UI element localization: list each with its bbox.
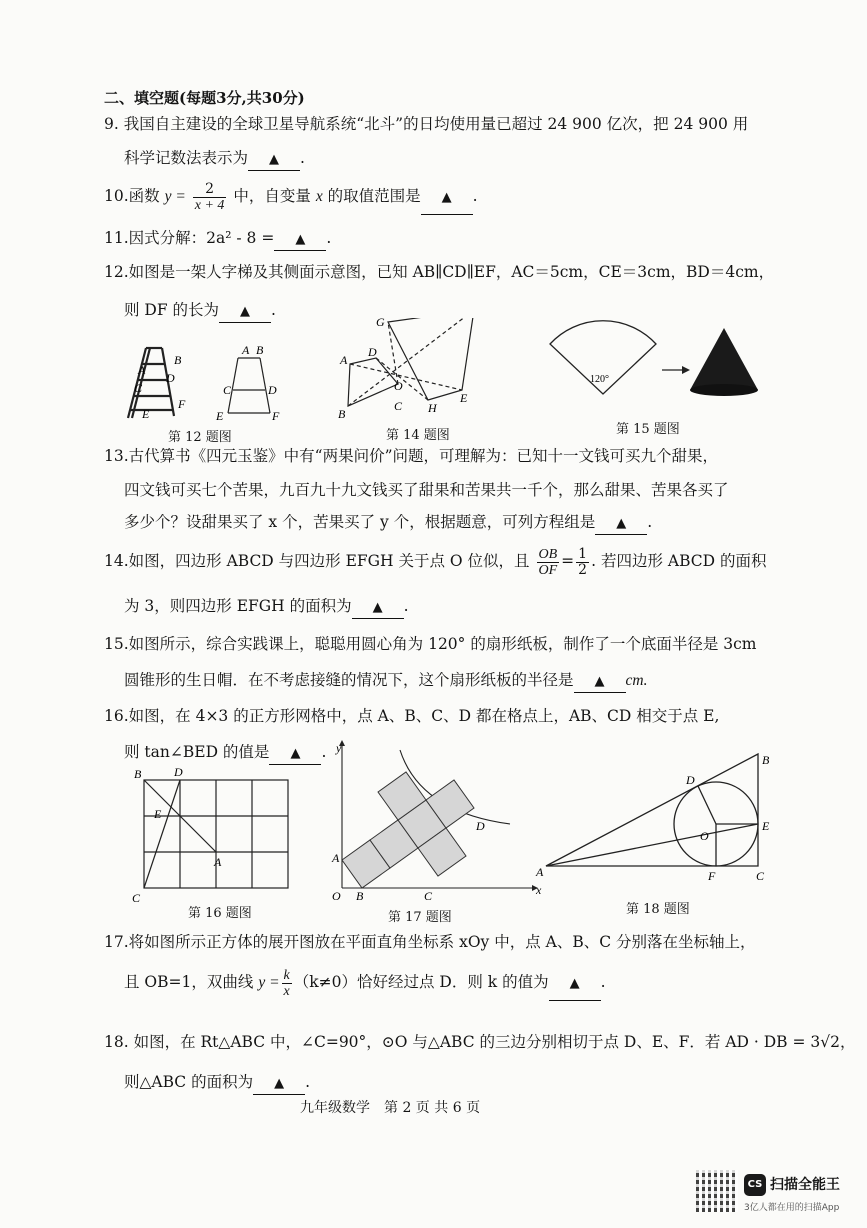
- blank-marker: ▲: [240, 304, 251, 319]
- fig16-label-E: E: [154, 807, 162, 821]
- question-13-line3: [124, 512, 652, 535]
- equals-sign: =: [561, 552, 575, 570]
- page-footer: 九年级数学 第 2 页 共 6 页: [300, 1100, 481, 1116]
- blank-marker: ▲: [594, 674, 605, 689]
- function-lhs: y =: [164, 188, 186, 205]
- period: .: [300, 149, 305, 167]
- question-13-line1: 13.古代算书《四元玉鉴》中有“两果问价”问题，可理解为：已知十一文钱可买九个甜果，: [104, 447, 719, 465]
- fig18-label-O: O: [700, 829, 709, 843]
- fig16-label-B: B: [134, 767, 142, 781]
- incircle-triangle-diagram: [546, 754, 758, 866]
- period: .: [472, 187, 478, 205]
- question-17-line1: 17.将如图所示正方体的展开图放在平面直角坐标系 xOy 中，点 A、B、C 分别落在坐标轴上，: [104, 933, 756, 951]
- question-14-text: 为 3，则四边形 EFGH 的面积为: [124, 597, 352, 615]
- fig18-label-C: C: [756, 869, 765, 883]
- figures-row-2: [120, 740, 800, 904]
- answer-blank-10: [421, 180, 473, 215]
- caption-fig17: 第 17 题图: [388, 910, 452, 925]
- hyperbola-lhs: y =: [258, 974, 280, 991]
- fraction-denominator: OF: [538, 562, 558, 578]
- question-9-line1: 9. 我国自主建设的全球卫星导航系统“北斗”的日均使用量已超过 24 900 亿次，把 24 900 用: [104, 115, 749, 133]
- question-10-suffix2: 的取值范围是: [327, 187, 421, 205]
- fig17-label-O: O: [332, 889, 341, 903]
- variable-x: x: [315, 188, 323, 205]
- fig14-label-O: O: [394, 379, 403, 393]
- fraction-numerator: OB: [538, 546, 558, 562]
- blank-marker: ▲: [569, 976, 580, 991]
- answer-blank-13: [595, 512, 647, 535]
- fraction-k-over-x: [282, 968, 292, 999]
- homothety-diagram: [348, 318, 474, 406]
- period: .: [271, 301, 276, 319]
- birthday-hat-icon: [690, 328, 758, 390]
- fig14-label-D: D: [368, 345, 377, 359]
- fig18-label-B: B: [762, 753, 770, 767]
- fraction-denominator: x + 4: [194, 197, 225, 213]
- period: .: [326, 229, 332, 247]
- question-14-line1: [104, 545, 766, 578]
- answer-blank-17: [549, 966, 601, 1001]
- blank-marker: ▲: [274, 1076, 285, 1091]
- fig12b-label-F: F: [272, 409, 280, 423]
- grid-4x3-diagram: [144, 780, 288, 888]
- unit-cm: cm.: [625, 672, 648, 689]
- question-9-text: 科学记数法表示为: [124, 149, 249, 167]
- question-14-line2: [124, 596, 409, 619]
- question-10-prefix: 10.函数: [104, 187, 160, 205]
- qr-code-icon: [696, 1170, 738, 1212]
- trapezoid-diagram: [228, 358, 270, 413]
- question-10-suffix: 中，自变量: [233, 187, 311, 205]
- fig14-label-H: H: [428, 401, 437, 415]
- caption-fig12: 第 12 题图: [168, 430, 232, 445]
- question-13-text: 多少个？设甜果买了 x 个，苦果买了 y 个，根据题意，可列方程组是: [124, 513, 596, 531]
- fig12b-label-C: C: [223, 383, 232, 397]
- question-10: [104, 180, 478, 215]
- caption-fig15: 第 15 题图: [616, 422, 680, 437]
- question-13-line2: 四文钱可买七个苦果，九百九十九文钱买了甜果和苦果共一千个，那么甜果、苦果各买了: [124, 481, 729, 499]
- fig14-label-E: E: [460, 391, 468, 405]
- period: .: [647, 513, 653, 531]
- fig12-label-F: F: [178, 397, 186, 411]
- scanner-tagline: 3亿人都在用的扫描App: [744, 1203, 840, 1213]
- fig14-label-B: B: [338, 407, 346, 421]
- camscanner-logo-icon: CS: [744, 1174, 766, 1196]
- cube-net-diagram: [339, 740, 538, 891]
- fig17-label-C: C: [424, 889, 433, 903]
- caption-fig14: 第 14 题图: [386, 428, 450, 443]
- figures-row-1: [110, 318, 810, 440]
- blank-marker: ▲: [441, 190, 452, 205]
- fig18-label-A: A: [536, 865, 544, 879]
- fig12-label-E: E: [142, 407, 150, 421]
- fraction-denominator: x: [283, 983, 290, 999]
- fig12-label-A: A: [138, 363, 146, 377]
- fig14-label-A: A: [340, 353, 348, 367]
- blank-marker: ▲: [269, 152, 280, 167]
- question-18-line1: 18. 如图，在 Rt△ABC 中，∠C=90°，⊙O 与△ABC 的三边分别相切于点 D、E、F．若 AD · DB = 3√2，: [104, 1033, 856, 1051]
- answer-blank-15: [574, 670, 626, 693]
- fraction-numerator: 2: [193, 182, 227, 198]
- fraction-one-half: [576, 547, 589, 578]
- question-14-prefix: 14.如图，四边形 ABCD 与四边形 EFGH 关于点 O 位似，且: [104, 552, 530, 570]
- period: .: [321, 743, 327, 761]
- question-14-suffix: . 若四边形 ABCD 的面积: [591, 552, 767, 570]
- question-12-text: 则 DF 的长为: [124, 301, 220, 319]
- scanner-app-name: 扫描全能王: [770, 1177, 840, 1193]
- fig16-label-A: A: [214, 855, 222, 869]
- answer-blank-18: [253, 1072, 305, 1095]
- question-16-line1: 16.如图，在 4×3 的正方形网格中，点 A、B、C、D 都在格点上，AB、CD 相交于点 E,: [104, 707, 720, 725]
- blank-marker: ▲: [295, 232, 306, 247]
- question-15-line1: 15.如图所示，综合实践课上，聪聪用圆心角为 120° 的扇形纸板，制作了一个底面半径是 3cm: [104, 635, 757, 653]
- period: .: [403, 597, 409, 615]
- question-17-line2: [124, 966, 606, 1001]
- question-16-text: 则 tan∠BED 的值是: [124, 743, 270, 761]
- answer-blank-14: [352, 596, 404, 619]
- question-15-line2: [124, 670, 647, 693]
- fig12b-label-B: B: [256, 343, 264, 357]
- fig17-label-A: A: [332, 851, 340, 865]
- question-18-line2: [124, 1072, 310, 1095]
- question-17-prefix: 且 OB=1，双曲线: [124, 973, 254, 991]
- caption-fig16: 第 16 题图: [188, 906, 252, 921]
- arrow-head-icon: [682, 366, 690, 374]
- fig17-axis-x: x: [536, 883, 542, 897]
- fig16-label-C: C: [132, 891, 141, 904]
- fig12b-label-D: D: [268, 383, 277, 397]
- fraction-numerator: 1: [578, 545, 588, 562]
- answer-blank-11: [274, 228, 326, 251]
- fraction-denominator: 2: [578, 561, 588, 578]
- fig12-label-B: B: [174, 353, 182, 367]
- fig18-label-E: E: [762, 819, 770, 833]
- question-11: [104, 228, 331, 251]
- question-9-line2: [124, 148, 305, 171]
- period: .: [600, 973, 606, 991]
- fig18-label-F: F: [708, 869, 716, 883]
- fig18-label-D: D: [686, 773, 695, 787]
- fig16-label-D: D: [174, 765, 183, 779]
- question-12-line1: 12.如图是一架人字梯及其侧面示意图，已知 AB∥CD∥EF，AC＝5cm，CE＝3cm，BD＝4cm，: [104, 263, 775, 281]
- answer-blank-9: [248, 148, 300, 171]
- fraction-ob-over-of: [537, 547, 560, 578]
- fig12-label-C: C: [134, 381, 143, 395]
- fig12b-label-E: E: [216, 409, 224, 423]
- scanner-watermark: [696, 1170, 856, 1220]
- question-11-text: 11.因式分解：2a² - 8 =: [104, 229, 275, 247]
- fraction-numerator: k: [283, 967, 290, 983]
- caption-fig18: 第 18 题图: [626, 902, 690, 917]
- fig12b-label-A: A: [242, 343, 250, 357]
- blank-marker: ▲: [372, 600, 383, 615]
- hat-base: [690, 384, 758, 396]
- fig15-angle: 120°: [590, 374, 609, 385]
- period: .: [305, 1073, 311, 1091]
- question-17-suffix: （k≠0）恰好经过点 D．则 k 的值为: [293, 973, 549, 991]
- question-15-text: 圆锥形的生日帽．在不考虑接缝的情况下，这个扇形纸板的半径是: [124, 671, 574, 689]
- section-heading: 二、填空题(每题3分,共30分): [104, 89, 305, 107]
- fig12-label-D: D: [166, 371, 175, 385]
- fig17-axis-y: y: [336, 741, 342, 755]
- fraction-2-over-x-plus-4: [193, 182, 227, 213]
- question-18-text: 则△ABC 的面积为: [124, 1073, 254, 1091]
- blank-marker: ▲: [290, 746, 301, 761]
- fig14-label-G: G: [376, 318, 385, 329]
- fig14-label-C: C: [394, 399, 403, 413]
- fig17-label-D: D: [476, 819, 485, 833]
- fig17-label-B: B: [356, 889, 364, 903]
- blank-marker: ▲: [616, 516, 627, 531]
